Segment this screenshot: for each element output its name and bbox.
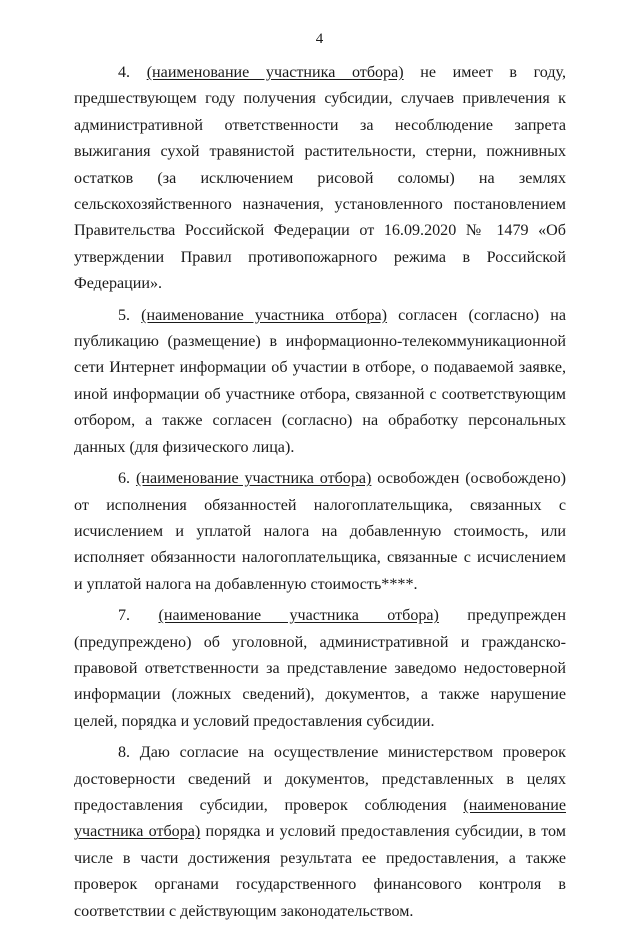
participant-placeholder: (наименование участника отбора) bbox=[146, 64, 404, 81]
paragraph-text: освобожден (освобождено) от исполнения обязанностей налогоплательщика, связанных с исчислением и уплатой налога на добавленную стоимость, или исполняет обязанности налогоплательщика, связанные с исчислением и уплатой налога на добавленную стоимость****. bbox=[74, 470, 566, 593]
participant-placeholder: (наименование участника отбора) bbox=[141, 306, 388, 324]
paragraph-text-lead: Даю согласие на осуществление министерством проверок достоверности сведений и документов, представленных в целях предоставления субсидии, проверок соблюдения bbox=[74, 744, 566, 814]
paragraph-8 bbox=[74, 740, 566, 925]
paragraph-number: 4. bbox=[118, 64, 131, 81]
paragraph-number: 5. bbox=[118, 306, 131, 324]
paragraph-text: согласен (согласно) на публикацию (размещение) в информационно-телекоммуникационной сети Интернет информации об участии в отборе, о подаваемой заявке, иной информации об участнике отбора, связанной с соответствующим отбором, а также согласен (согласно) на обработку персональных данных (для физического лица). bbox=[74, 306, 566, 456]
paragraph-5 bbox=[74, 303, 566, 461]
participant-placeholder: (наименование участника отбора) bbox=[135, 470, 372, 488]
paragraph-number: 8. bbox=[118, 744, 131, 762]
document-body bbox=[74, 60, 566, 925]
participant-placeholder: (наименование участника отбора) bbox=[74, 796, 566, 841]
paragraph-text: предупрежден (предупреждено) об уголовной, административной и гражданско-правовой ответственности за представление заведомо недостоверной информации (ложных сведений), документов, а также нарушение целей, порядка и условий предоставления субсидии. bbox=[74, 607, 567, 730]
participant-placeholder: (наименование участника отбора) bbox=[158, 607, 439, 625]
paragraph-text: не имеет в году, предшествующем году получения субсидии, случаев привлечения к административной ответственности за несоблюдение запрета выжигания сухой травянистой растительности, стерни, пожнивных остатков (за исключением рисовой соломы) на землях сельскохозяйственного назначения, установленного постановлением Правительства Российской Федерации от 16.09.2020 № 1479 «Об утверждении Правил противопожарного режима в Российской Федерации». bbox=[74, 64, 567, 293]
page-number: 4 bbox=[315, 31, 324, 47]
paragraph-7 bbox=[74, 603, 566, 735]
paragraph-number: 7. bbox=[118, 607, 131, 625]
paragraph-number: 6. bbox=[118, 470, 131, 488]
paragraph-4 bbox=[74, 60, 566, 298]
paragraph-text: порядка и условий предоставления субсидии, в том числе в части достижения результата ее предоставления, а также проверок органами государственного финансового контроля в соответствии с действующим законодательством. bbox=[74, 823, 566, 920]
paragraph-6 bbox=[74, 466, 566, 598]
